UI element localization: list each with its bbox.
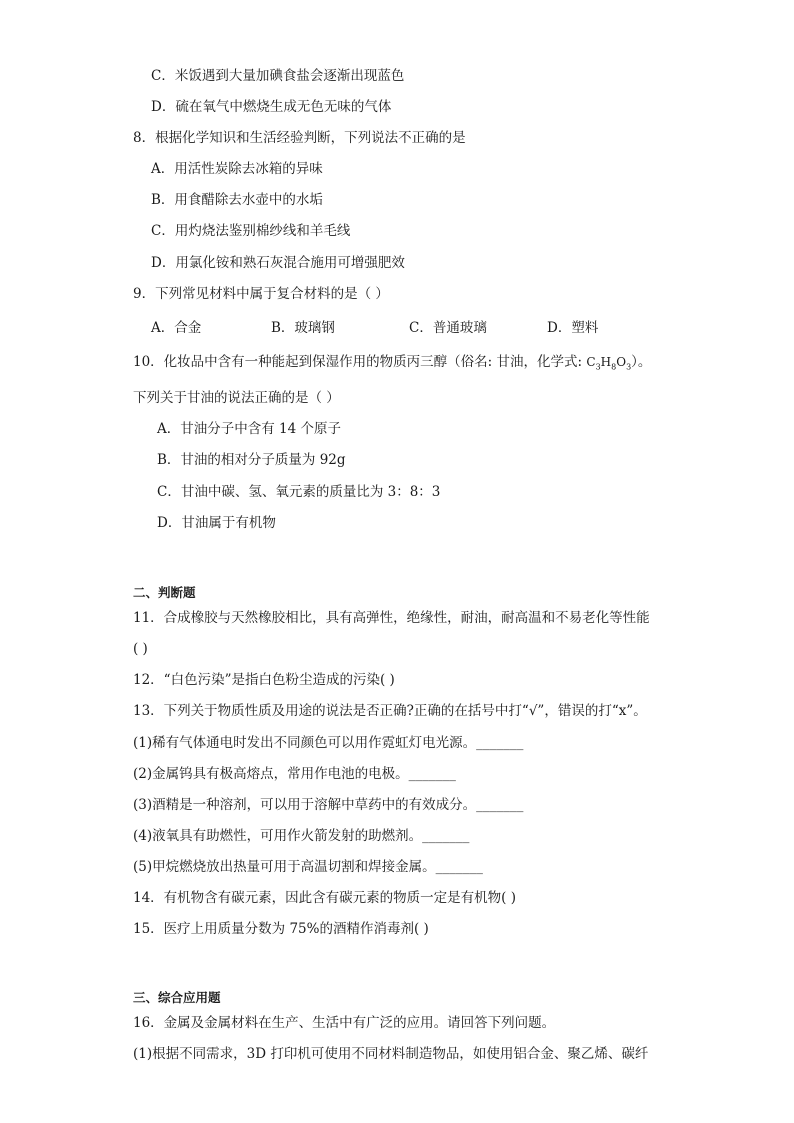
section-heading-application: 三、综合应用题 xyxy=(133,990,221,1005)
q13-sub-4: (4)液氧具有助燃性，可用作火箭发射的助燃剂。_______ xyxy=(133,828,470,844)
q8-option-a: A．用活性炭除去冰箱的异味 xyxy=(151,161,323,177)
q9-option-d: D．塑料 xyxy=(547,320,599,336)
q10-option-a: A．甘油分子中含有 14 个原子 xyxy=(157,421,342,437)
q12: 12．“白色污染”是指白色粉尘造成的污染( ) xyxy=(133,672,395,688)
q8-option-b: B．用食醋除去水壶中的水垢 xyxy=(151,192,323,208)
q11-line2: ( ) xyxy=(133,641,148,657)
chemical-formula: $C_3H_8O_3$ xyxy=(586,355,632,372)
q13-stem: 13．下列关于物质性质及用途的说法是否正确?正确的在括号中打“√”，错误的打“x”。 xyxy=(133,703,647,719)
q10-option-b: B．甘油的相对分子质量为 92g xyxy=(157,452,346,468)
q9-option-a: A．合金 xyxy=(151,320,202,336)
q11-line1: 11．合成橡胶与天然橡胶相比，具有高弹性，绝缘性，耐油，耐高温和不易老化等性能 xyxy=(133,610,650,626)
q8-stem: 8．根据化学知识和生活经验判断，下列说法不正确的是 xyxy=(133,130,466,146)
q14: 14．有机物含有碳元素，因此含有碳元素的物质一定是有机物( ) xyxy=(133,890,517,906)
q8-option-d: D．用氯化铵和熟石灰混合施用可增强肥效 xyxy=(151,255,405,271)
q9-option-c: C．普通玻璃 xyxy=(409,320,487,336)
q15: 15．医疗上用质量分数为 75%的酒精作消毒剂( ) xyxy=(133,921,429,937)
q10-stem-text: 10．化妆品中含有一种能起到保湿作用的物质丙三醇（俗名: 甘油，化学式: xyxy=(133,354,583,370)
q9-stem: 9．下列常见材料中属于复合材料的是（ ） xyxy=(133,286,389,302)
q10-stem-end: ）。 xyxy=(631,354,652,370)
q10-option-d: D．甘油属于有机物 xyxy=(157,515,276,531)
q13-sub-3: (3)酒精是一种溶剂，可以用于溶解中草药中的有效成分。_______ xyxy=(133,797,524,813)
section-heading-judgement: 二、判断题 xyxy=(133,585,196,600)
q9-option-b: B．玻璃钢 xyxy=(271,320,335,336)
q16-stem: 16．金属及金属材料在生产、生活中有广泛的应用。请回答下列问题。 xyxy=(133,1015,556,1031)
q8-option-c: C．用灼烧法鉴别棉纱线和羊毛线 xyxy=(151,223,351,239)
q7-option-d: D．硫在氧气中燃烧生成无色无味的气体 xyxy=(151,99,392,115)
q16-sub-1: (1)根据不同需求，3D 打印机可使用不同材料制造物品，如使用铝合金、聚乙烯、碳纤 xyxy=(133,1046,649,1062)
q10-stem-line2: 下列关于甘油的说法正确的是（ ） xyxy=(133,390,340,406)
q13-sub-5: (5)甲烷燃烧放出热量可用于高温切割和焊接金属。_______ xyxy=(133,859,483,875)
q10-option-c: C．甘油中碳、氢、氧元素的质量比为 3：8：3 xyxy=(157,484,441,500)
q13-sub-1: (1)稀有气体通电时发出不同颜色可以用作霓虹灯电光源。_______ xyxy=(133,735,524,751)
q13-sub-2: (2)金属钨具有极高熔点，常用作电池的电极。_______ xyxy=(133,766,456,782)
q7-option-c: C．米饭遇到大量加碘食盐会逐渐出现蓝色 xyxy=(151,68,405,84)
q10-stem xyxy=(133,353,651,376)
